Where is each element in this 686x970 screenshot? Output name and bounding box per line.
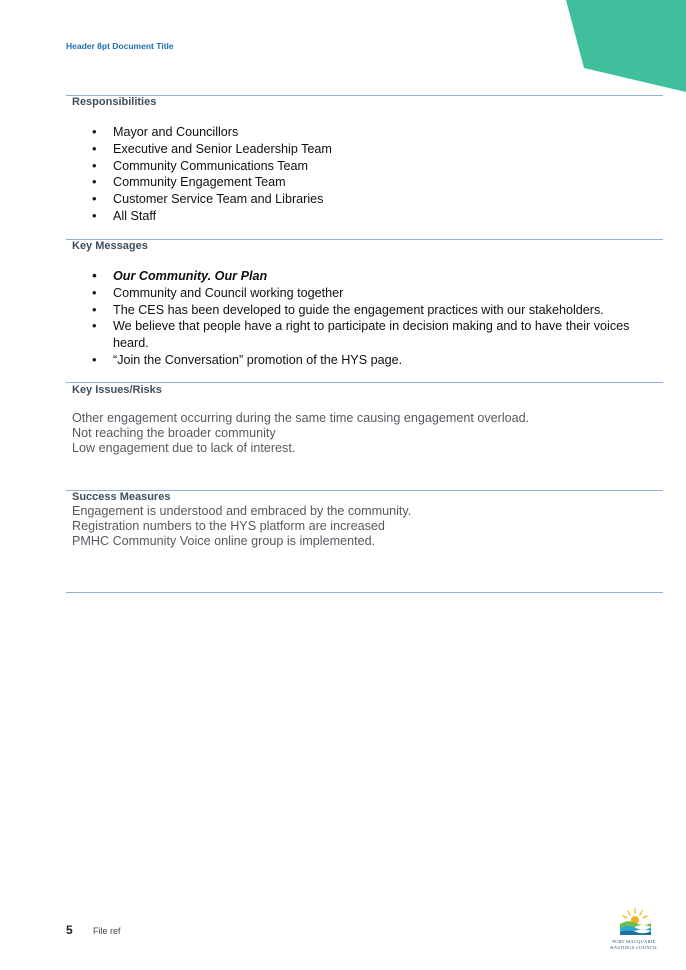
header-corner-accent [566, 0, 686, 92]
list-item: • Community Communications Team [92, 158, 652, 175]
list-item: • Community Engagement Team [92, 174, 652, 191]
divider [66, 592, 663, 593]
key-messages-heading: Key Messages [72, 240, 148, 252]
list-item: • Our Community. Our Plan [92, 268, 652, 285]
logo-line-2: HASTINGS COUNCIL [610, 945, 658, 950]
list-item: • Community and Council working together [92, 285, 652, 302]
responsibilities-heading: Responsibilities [72, 96, 157, 108]
list-item: Low engagement due to lack of interest. [72, 441, 296, 455]
responsibilities-list [92, 124, 652, 225]
logo-line-1: PORT MACQUARIE [612, 939, 656, 944]
list-item: Not reaching the broader community [72, 426, 276, 440]
council-logo-icon [618, 908, 652, 936]
list-item: • “Join the Conversation” promotion of the HYS page. [92, 352, 652, 369]
list-item: Engagement is understood and embraced by the community. [72, 504, 412, 518]
list-item: • Customer Service Team and Libraries [92, 191, 652, 208]
list-item: • The CES has been developed to guide the engagement practices with our stakeholders. [92, 302, 652, 319]
divider [66, 239, 663, 240]
list-item: Other engagement occurring during the same time causing engagement overload. [72, 411, 530, 425]
document-title: Header 8pt Document Title [66, 41, 174, 51]
list-item: • We believe that people have a right to participate in decision making and to have their voices heard. [92, 318, 652, 352]
success-measures-list [72, 504, 411, 549]
list-item: • Executive and Senior Leadership Team [92, 141, 652, 158]
file-ref: File ref [93, 926, 121, 936]
council-logo [606, 908, 662, 956]
list-item: Registration numbers to the HYS platform are increased [72, 519, 385, 533]
list-item: • Mayor and Councillors [92, 124, 652, 141]
success-measures-heading: Success Measures [72, 491, 171, 503]
key-issues-heading: Key Issues/Risks [72, 384, 162, 396]
key-issues-list [72, 411, 529, 456]
key-messages-list [92, 268, 652, 369]
list-item: PMHC Community Voice online group is implemented. [72, 534, 376, 548]
divider [66, 382, 663, 383]
list-item: • All Staff [92, 208, 652, 225]
page-number: 5 [66, 923, 73, 937]
